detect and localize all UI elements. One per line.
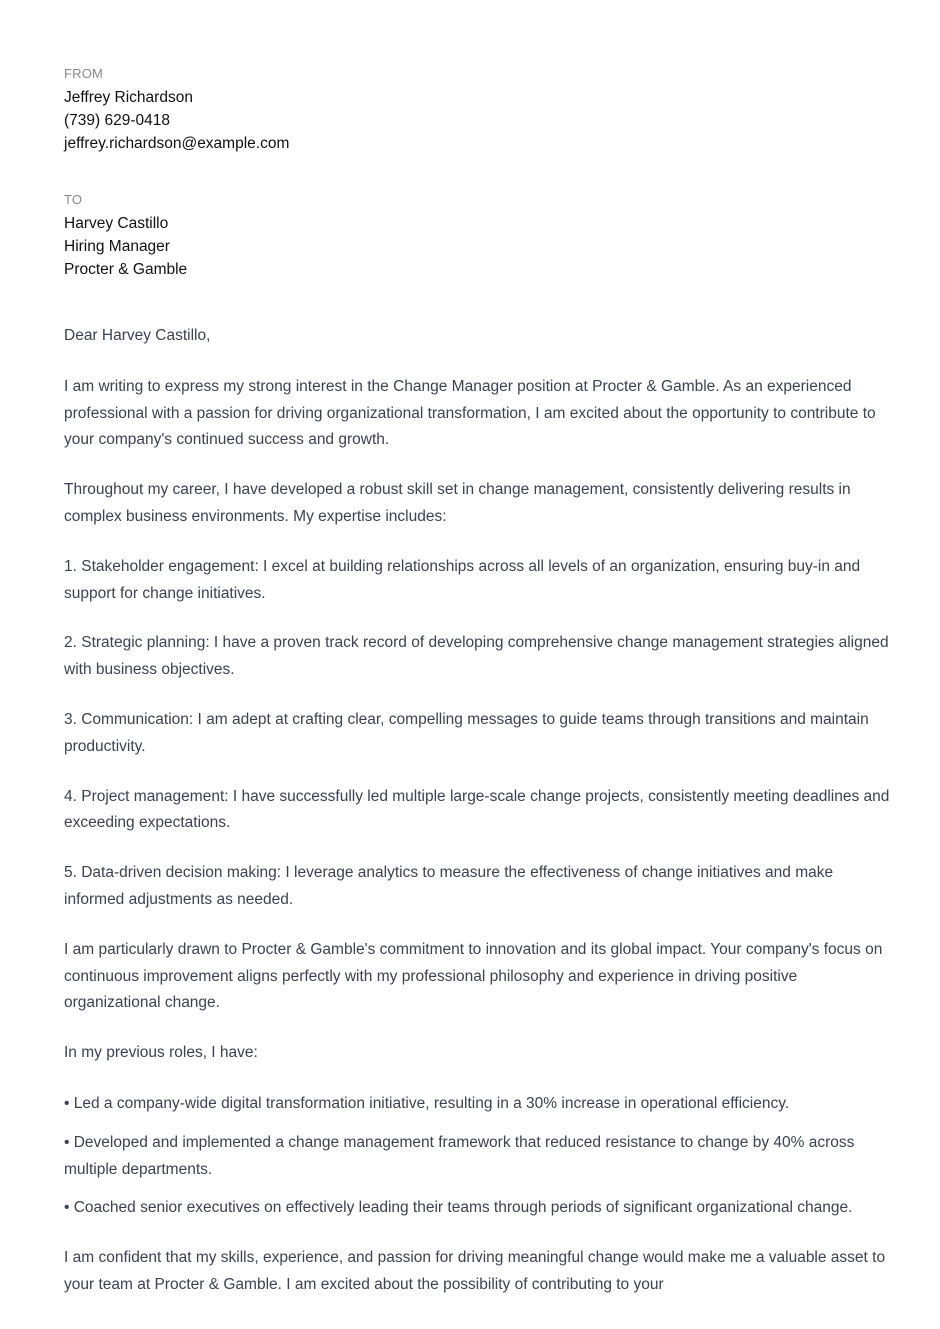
intro-paragraph: I am writing to express my strong interest in the Change Manager position at Procter & Gamble. As an experienced professional with a passion for driving organizational transformation, I am excited about the opportunity to contribute to your company's continued success and growth. [64, 377, 876, 449]
recipient-title: Hiring Manager [64, 238, 170, 255]
achievements-list [64, 1091, 892, 1222]
career-paragraph: Throughout my career, I have developed a robust skill set in change management, consistently delivering results in complex business environments. My expertise includes: [64, 481, 851, 525]
expertise-item: 4. Project management: I have successfully led multiple large-scale change projects, consistently meeting deadlines and exceeding expectations. [64, 787, 890, 832]
letter-body [64, 323, 892, 1299]
expertise-list [64, 554, 892, 914]
salutation: Dear Harvey Castillo, [64, 327, 211, 344]
sender-name: Jeffrey Richardson [64, 89, 193, 106]
from-label: FROM [64, 66, 104, 81]
achievement-item: • Led a company-wide digital transformation initiative, resulting in a 30% increase in operational efficiency. [64, 1094, 790, 1112]
company-fit-paragraph: I am particularly drawn to Procter & Gamble's commitment to innovation and its global impact. Your company's focus on continuous improvement aligns perfectly with my professional philosophy and experience in driving positive organizational change. [64, 940, 883, 1012]
achievement-item: • Coached senior executives on effectively leading their teams through periods of significant organizational change. [64, 1199, 853, 1217]
sender-block [64, 66, 892, 155]
recipient-name: Harvey Castillo [64, 215, 169, 232]
sender-email: jeffrey.richardson@example.com [64, 135, 290, 152]
sender-phone: (739) 629-0418 [64, 112, 170, 129]
previous-roles-intro: In my previous roles, I have: [64, 1044, 258, 1062]
expertise-item: 2. Strategic planning: I have a proven track record of developing comprehensive change management strategies aligned with business objectives. [64, 634, 889, 679]
expertise-item: 1. Stakeholder engagement: I excel at building relationships across all levels of an organization, ensuring buy-in and support for change initiatives. [64, 557, 861, 602]
closing-paragraph: I am confident that my skills, experience, and passion for driving meaningful change would make me a valuable asset to your team at Procter & Gamble. I am excited about the possibility of contributing to your [64, 1249, 886, 1293]
expertise-item: 5. Data-driven decision making: I leverage analytics to measure the effectiveness of change initiatives and make informed adjustments as needed. [64, 864, 834, 908]
recipient-block [64, 192, 892, 281]
achievement-item: • Developed and implemented a change management framework that reduced resistance to change by 40% across multiple departments. [64, 1133, 855, 1178]
to-label: TO [64, 192, 83, 207]
recipient-company: Procter & Gamble [64, 261, 188, 278]
expertise-item: 3. Communication: I am adept at crafting clear, compelling messages to guide teams through transitions and maintain productivity. [64, 710, 869, 755]
